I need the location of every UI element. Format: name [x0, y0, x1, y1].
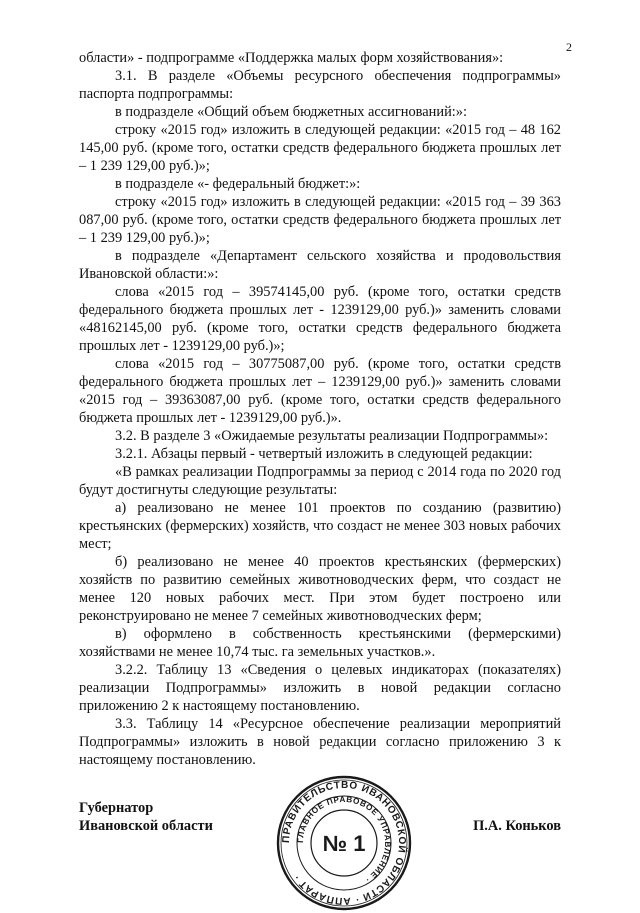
stamp-outer-text: ПРАВИТЕЛЬСТВО ИВАНОВСКОЙ ОБЛАСТИ · АППАРАТ · [280, 779, 408, 907]
paragraph: строку «2015 год» изложить в следующей редакции: «2015 год – 48 162 145,00 руб. (кроме того, остатки средств федерального бюджета прошлых лет – 1 239 129,00 руб.)»; [79, 122, 561, 174]
paragraph: 3.2. В разделе 3 «Ожидаемые результаты реализации Подпрограммы»: [115, 428, 549, 444]
paragraph: 3.3. Таблицу 14 «Ресурсное обеспечение реализации мероприятий Подпрограммы» изложить в новой редакции согласно приложению 3 к настоящему постановлению. [79, 716, 561, 768]
signer-title-line: Губернатор [79, 800, 154, 816]
document-body [79, 49, 561, 769]
paragraph: в подразделе «Департамент сельского хозяйства и продовольствия Ивановской области:»: [79, 248, 561, 282]
page-number: 2 [566, 40, 572, 54]
paragraph: слова «2015 год – 39574145,00 руб. (кроме того, остатки средств федерального бюджета прошлых лет - 1239129,00 руб.)» заменить словами «48162145,00 руб. (кроме того, остатки средств федерального бюджета прошлых лет - 1239129,00 руб.)»; [79, 284, 561, 354]
paragraph: в) оформлено в собственность крестьянскими (фермерскими) хозяйствами не менее 10,74 тыс. га земельных участков.». [79, 626, 561, 660]
paragraph: 3.2.1. Абзацы первый - четвертый изложить в следующей редакции: [115, 446, 533, 462]
stamp-inner-text: ГЛАВНОЕ ПРАВОВОЕ УПРАВЛЕНИЕ · [295, 794, 393, 885]
signature-block [79, 779, 561, 907]
paragraph: строку «2015 год» изложить в следующей редакции: «2015 год – 39 363 087,00 руб. (кроме того, остатки средств федерального бюджета прошлых лет – 1 239 129,00 руб.)»; [79, 194, 561, 246]
signer-title-line: Ивановской области [79, 818, 213, 834]
paragraph: б) реализовано не менее 40 проектов крестьянских (фермерских) хозяйств по развитию семейных животноводческих ферм, что создаст не менее 120 новых рабочих мест. При этом будет построено или реконструировано не менее 7 семейных животноводческих ферм; [79, 554, 561, 624]
paragraph: области» - подпрограмме «Поддержка малых форм хозяйствования»: [79, 50, 504, 66]
paragraph: 3.1. В разделе «Объемы ресурсного обеспечения подпрограммы» паспорта подпрограммы: [79, 68, 561, 102]
paragraph: слова «2015 год – 30775087,00 руб. (кроме того, остатки средств федерального бюджета прошлых лет – 1239129,00 руб.)» заменить словами «2015 год – 39363087,00 руб. (кроме того, остатки средств федерального бюджета прошлых лет - 1239129,00 руб.)». [79, 356, 561, 426]
paragraph: 3.2.2. Таблицу 13 «Сведения о целевых индикаторах (показателях) реализации Подпрограммы» изложить в новой редакции согласно приложению 2 к настоящему постановлению. [79, 662, 561, 714]
paragraph: «В рамках реализации Подпрограммы за период с 2014 года по 2020 год будут достигнуты следующие результаты: [79, 464, 561, 498]
signer-name: П.А. Коньков [473, 818, 561, 834]
paragraph: в подразделе «- федеральный бюджет:»: [115, 176, 361, 192]
paragraph: а) реализовано не менее 101 проектов по созданию (развитию) крестьянских (фермерских) хозяйств, что создаст не менее 303 новых рабочих мест; [79, 500, 561, 552]
paragraph: в подразделе «Общий объем бюджетных ассигнований:»: [115, 104, 467, 120]
official-stamp [274, 773, 414, 913]
signer-title [79, 799, 213, 835]
stamp-number: № 1 [322, 831, 366, 856]
